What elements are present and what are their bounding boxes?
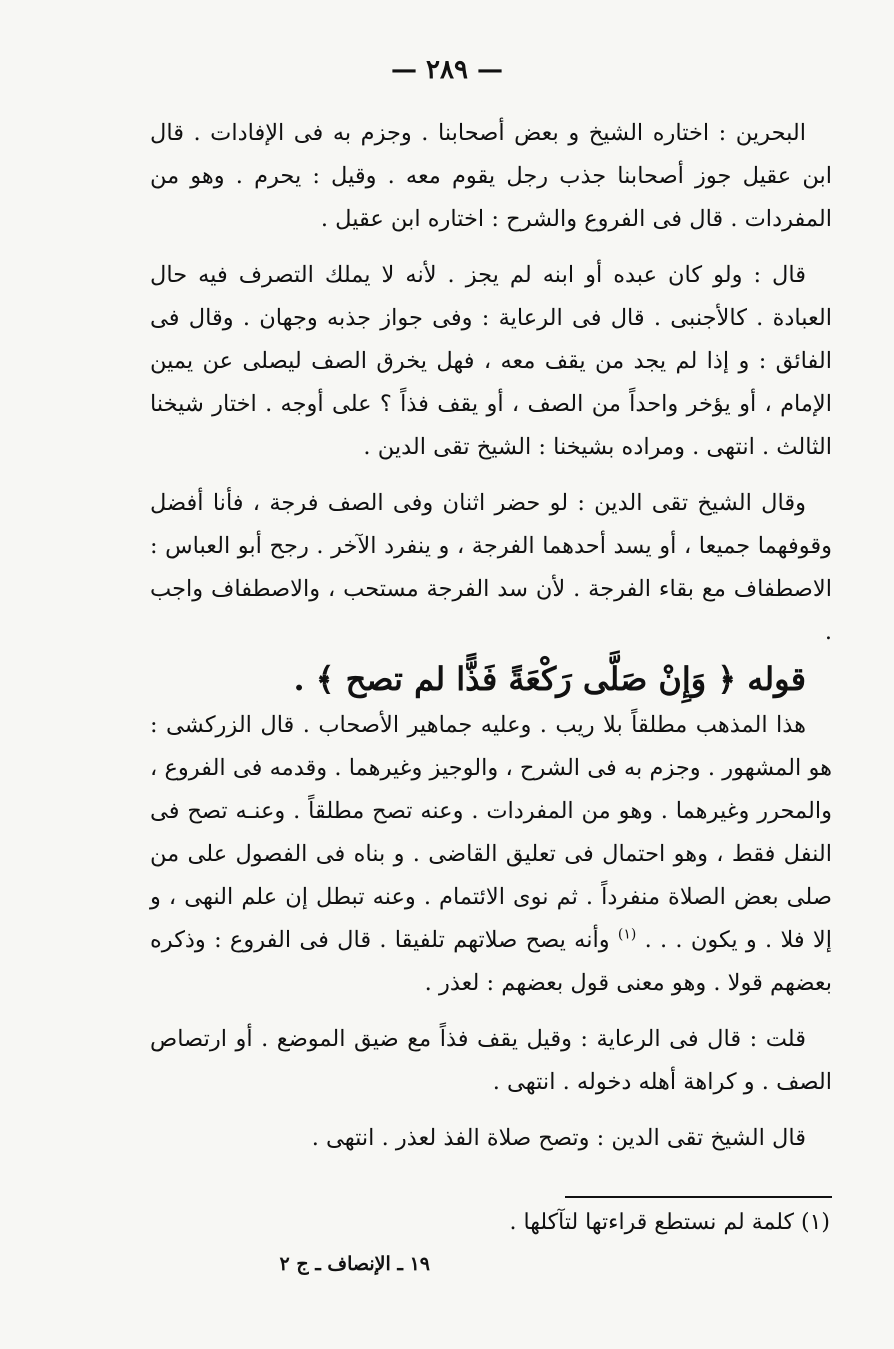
footnote-marker: (١) (617, 926, 637, 943)
paragraph-1: البحرين : اختاره الشيخ و بعض أصحابنا . وجزم به فى الإفادات . قال ابن عقيل جوز أصحابنا جذب رجل يقوم معه . وقيل : يحرم . وهو من المفردات . قال فى الفروع والشرح : اختاره ابن عقيل . (150, 120, 832, 232)
heading-prefix: قوله (747, 660, 806, 698)
footnote: (١) كلمة لم نستطع قراءتها لتآكلها . (509, 1210, 830, 1235)
printer-signature: ١٩ ـ الإنصاف ـ ج ٢ (279, 1253, 430, 1275)
paragraph-4-continuation: وأنه يصح صلاتهم تلفيقا . قال فى الفروع : وذكره بعضهم قولا . وهو معنى قول بعضهم : لعذر . (150, 927, 832, 996)
paragraph-5: قلت : قال فى الرعاية : وقيل يقف فذاً مع ضيق الموضع . أو ارتصاص الصف . و كراهة أهله دخوله . انتهى . (150, 1026, 832, 1095)
heading-quote: ﴿ وَإِنْ صَلَّى رَكْعَةً فَذًّا لم تصح ﴾ . (293, 660, 737, 698)
page-number: — ٢٨٩ — (390, 55, 504, 85)
paragraph-6: قال الشيخ تقى الدين : وتصح صلاة الفذ لعذر . انتهى . (311, 1125, 806, 1151)
paragraph-2: قال : ولو كان عبده أو ابنه لم يجز . لأنه لا يملك التصرف فيه حال العبادة . كالأجنبى . قال فى الرعاية : وفى جواز جذبه وجهان . وقال فى الفائق : و إذا لم يجد من يقف معه ، فهل يخرق الصف ليصلى عن يمين الإمام ، أو يؤخر واحداً من الصف ، أو يقف فذاً ؟ على أوجه . اختار شيخنا الثالث . انتهى . ومراده بشيخنا : الشيخ تقى الدين . (150, 262, 832, 460)
footnote-divider (565, 1196, 832, 1198)
section-heading (150, 654, 832, 704)
paragraph-3: وقال الشيخ تقى الدين : لو حضر اثنان وفى الصف فرجة ، فأنا أفضل وقوفهما جميعا ، أو يسد أحدهما الفرجة ، و ينفرد الآخر . رجح أبو العباس : الاصطفاف مع بقاء الفرجة . لأن سد الفرجة مستحب ، والاصطفاف واجب . (150, 490, 832, 645)
main-text (150, 112, 832, 1160)
paragraph-4-text: هذا المذهب مطلقاً بلا ريب . وعليه جماهير الأصحاب . قال الزركشى : هو المشهور . وجزم به فى الشرح ، والوجيز وغيرهما . وقدمه فى الفروع ، والمحرر وغيرهما . وهو من المفردات . وعنه تصح مطلقاً . وعنـه تصح فى النفل فقط ، وهو احتمال فى تعليق القاضى . و بناه فى الفصول على من صلى بعض الصلاة منفرداً . ثم نوى الائتمام . وعنه تبطل إن علم النهى ، و إلا فلا . و يكون . . . (150, 712, 832, 953)
paragraph-4 (150, 704, 832, 1005)
